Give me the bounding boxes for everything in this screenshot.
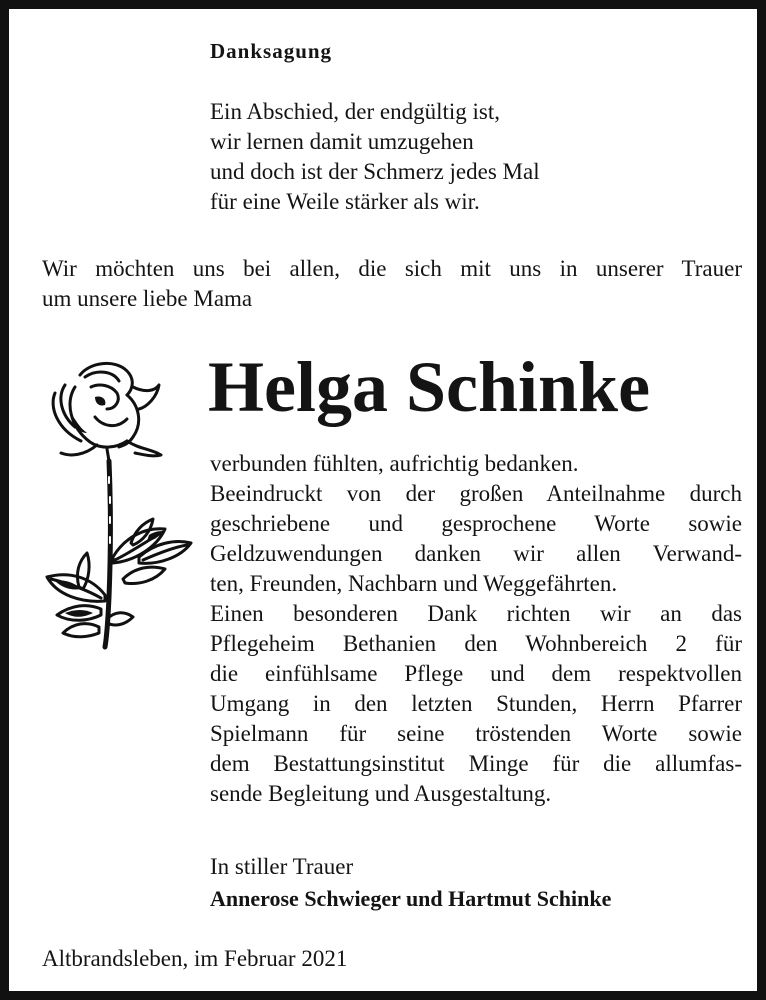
intro-line: um unsere liebe Mama [42,286,253,311]
body-line: dem Bestattungsinstitut Minge für die allumfas- [210,751,742,776]
body-line: sende Begleitung und Ausgestaltung. [210,781,552,806]
deceased-name: Helga Schinke [208,347,651,427]
body-line: Einen besonderen Dank richten wir an das [210,601,742,626]
rose-icon [35,357,195,652]
signers: Annerose Schwieger und Hartmut Schinke [210,886,612,911]
poem-line: wir lernen damit umzugehen [210,129,474,154]
notice-heading: Danksagung [210,39,333,63]
body-line: die einfühlsame Pflege und dem respektvollen [210,661,742,686]
body-line: Umgang in den letzten Stunden, Herrn Pfarrer [210,691,742,716]
intro-line: Wir möchten uns bei allen, die sich mit uns in unserer Trauer [42,256,742,281]
body-line: Pflegeheim Bethanien den Wohnbereich 2 für [210,631,742,656]
poem-line: für eine Weile stärker als wir. [210,189,480,214]
body-line: verbunden fühlten, aufrichtig bedanken. [210,451,579,476]
poem-line: Ein Abschied, der endgültig ist, [210,99,501,124]
body-line: Geldzuwendungen danken wir allen Verwand- [210,541,742,566]
body-line: Spielmann für seine tröstenden Worte sowie [210,721,742,746]
body-line: geschriebene und gesprochene Worte sowie [210,511,742,536]
closing-phrase: In stiller Trauer [210,854,354,879]
place-date: Altbrandsleben, im Februar 2021 [42,946,348,971]
poem-line: und doch ist der Schmerz jedes Mal [210,159,540,184]
intro-text [42,254,742,314]
closing [210,851,611,915]
body-line: Beeindruckt von der großen Anteilnahme durch [210,481,742,506]
poem [210,97,540,217]
acknowledgement-text [210,449,742,809]
body-line: ten, Freunden, Nachbarn und Weggefährten. [210,571,618,596]
